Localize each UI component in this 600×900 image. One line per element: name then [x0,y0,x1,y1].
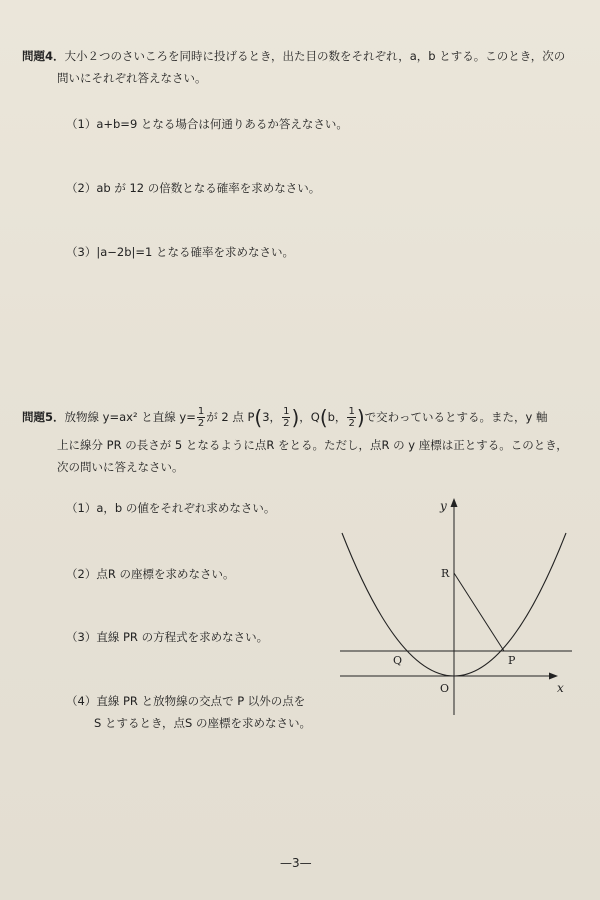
problem5-question4 [66,693,305,709]
fraction-numerator: 1 [197,406,205,417]
problem4-label: 問題4． [22,49,65,63]
problem4-q3-number: （3） [66,245,97,259]
problem5-q1-text: a，b の値をそれぞれ求めなさい。 [96,501,276,515]
fraction-denominator: 2 [348,418,355,429]
problem5-intro-a: 放物線 y=ax² と直線 y= [64,410,196,424]
problem4-q1-text: a+b=9 となる場合は何通りあるか答えなさい。 [96,117,348,131]
problem5-intro-b: が 2 点 P [206,410,255,424]
label-x: x [557,681,564,695]
problem5-q1-number: （1） [66,501,97,515]
problem4-q2-number: （2） [66,181,97,195]
problem5-question2 [66,566,234,582]
problem5-q4-number: （4） [66,694,97,708]
problem5-intro-c: ，Q [299,410,320,424]
problem4-q2-text: ab が 12 の倍数となる確率を求めなさい。 [96,181,321,195]
label-point-p: P [508,654,516,667]
y-axis-arrow-icon [451,498,458,507]
problem5-q2-number: （2） [66,567,97,581]
problem4-q3-text: |a−2b|=1 となる確率を求めなさい。 [96,245,294,259]
problem5-q3-number: （3） [66,630,97,644]
problem4-q1-number: （1） [66,117,97,131]
page-number: —3— [280,856,312,870]
problem5-q2-text: 点R の座標を求めなさい。 [96,567,235,581]
problem4-intro-line2: 問いにそれぞれ答えなさい。 [57,71,207,85]
fraction-one-half [197,406,205,429]
problem5-label: 問題5． [22,410,65,424]
parabola-graph [330,490,580,720]
paren-close-icon: ) [291,405,300,430]
fraction-point-q-y [347,406,355,429]
problem5-question1 [66,500,275,516]
problem5-intro-line2: 上に線分 PR の長さが 5 となるように点R をとる。ただし，点R の y 座標は正とする。このとき， [57,438,568,452]
point-q-x: b， [327,410,347,424]
paren-close-icon: ) [356,405,365,430]
problem5-intro-d: で交わっているとする。また，y 軸 [364,410,548,424]
point-p-x: 3， [262,410,282,424]
problem4-question1 [66,116,348,132]
paren-open-icon: ( [254,405,263,430]
paren-open-icon: ( [319,405,328,430]
label-point-q: Q [393,654,403,667]
problem4-question2 [66,180,320,196]
fraction-point-p-y [282,406,290,429]
label-y: y [440,499,447,513]
fraction-numerator: 1 [348,406,355,417]
problem4-intro-text: 大小２つのさいころを同時に投げるとき，出た目の数をそれぞれ，a，b とする。このとき，次の [64,49,566,63]
problem4-intro-line1 [22,48,565,64]
fraction-denominator: 2 [197,418,205,429]
segment-pr [454,573,504,651]
problem4-question3 [66,244,294,260]
label-origin: O [440,682,450,695]
problem5-q4-text-line2: S とするとき，点S の座標を求めなさい。 [94,716,311,730]
problem5-intro-line3: 次の問いに答えなさい。 [57,460,184,474]
x-axis-arrow-icon [549,673,558,680]
problem5-question3 [66,629,268,645]
problem5-intro-line1 [22,406,547,429]
fraction-denominator: 2 [283,418,290,429]
label-point-r: R [441,567,450,580]
problem5-q4-text-line1: 直線 PR と放物線の交点で P 以外の点を [96,694,306,708]
problem5-q3-text: 直線 PR の方程式を求めなさい。 [96,630,269,644]
fraction-numerator: 1 [283,406,290,417]
